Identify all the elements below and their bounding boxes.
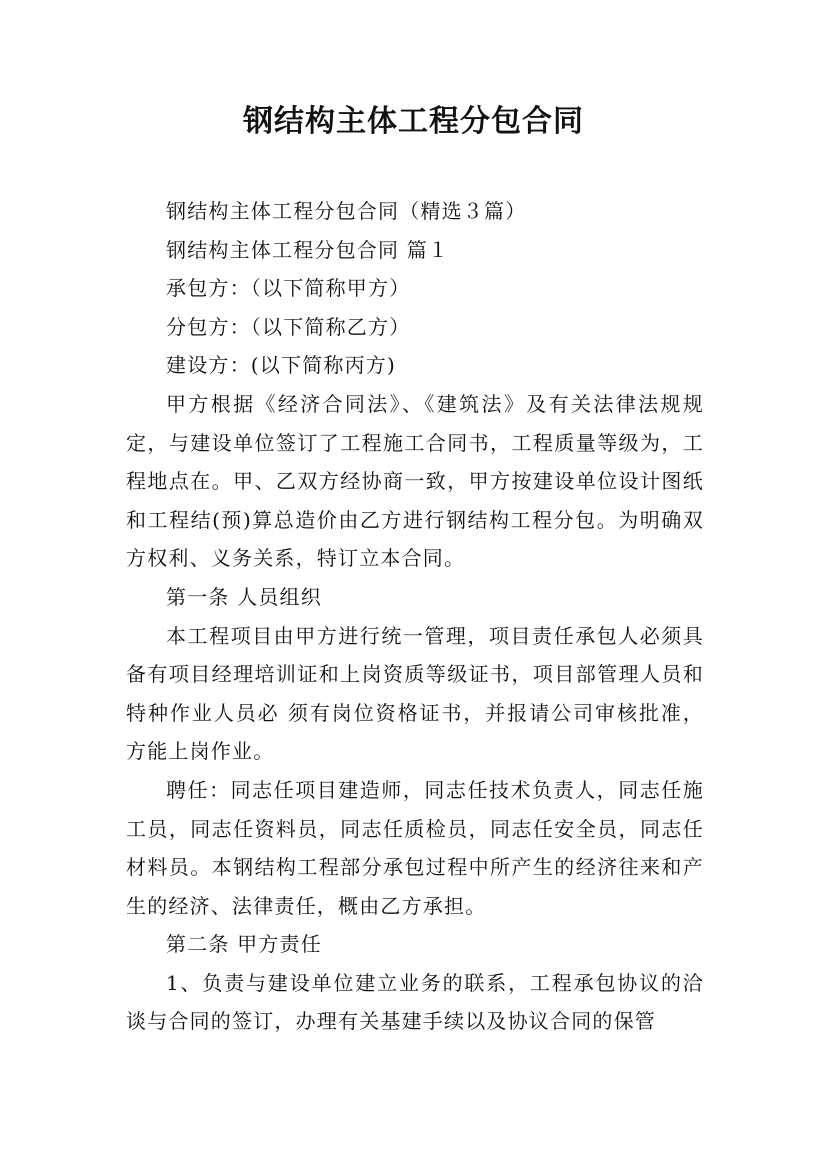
paragraph-subtitle: 钢结构主体工程分包合同（精选３篇） [166, 199, 527, 223]
document-title: 钢结构主体工程分包合同 [243, 104, 584, 139]
paragraph-article-2-item-1: 1、负责与建设单位建立业务的联系，工程承包协议的洽谈与合同的签订，办理有关基建手续以及协议合同的保管 [126, 970, 704, 1034]
paragraph-preamble: 甲方根据《经济合同法》、《建筑法》及有关法律法规规定，与建设单位签订了工程施工合同书，工程质量等级为，工程地点在。甲、乙双方经协商一致，甲方按建设单位设计图纸和工程结(预)算总造价由乙方进行钢结构工程分包。为明确双方权利、义务关系，特订立本合同。 [126, 391, 704, 571]
paragraph-party-c: 建设方：(以下简称丙方) [166, 353, 397, 378]
paragraph-section-heading: 钢结构主体工程分包合同 篇１ [166, 237, 450, 262]
paragraph-appointment: 聘任：同志任项目建造师，同志任技术负责人，同志任施工员，同志任资料员，同志任质检员，同志任安全员，同志任材料员。本钢结构工程部分承包过程中所产生的经济往来和产生的经济、法律责任，概由乙方承担。 [126, 777, 704, 918]
paragraph-party-b: 分包方：（以下简称乙方） [166, 314, 411, 339]
paragraph-article-1-body: 本工程项目由甲方进行统一管理，项目责任承包人必须具备有项目经理培训证和上岗资质等级证书，项目部管理人员和特种作业人员必 须有岗位资格证书，并报请公司审核批准，方能上岗作业。 [126, 623, 704, 764]
document-body [126, 192, 704, 1041]
paragraph-article-2-heading: 第二条 甲方责任 [166, 932, 322, 957]
paragraph-article-1-heading: 第一条 人员组织 [166, 584, 322, 609]
paragraph-party-a: 承包方：（以下简称甲方） [166, 276, 411, 301]
